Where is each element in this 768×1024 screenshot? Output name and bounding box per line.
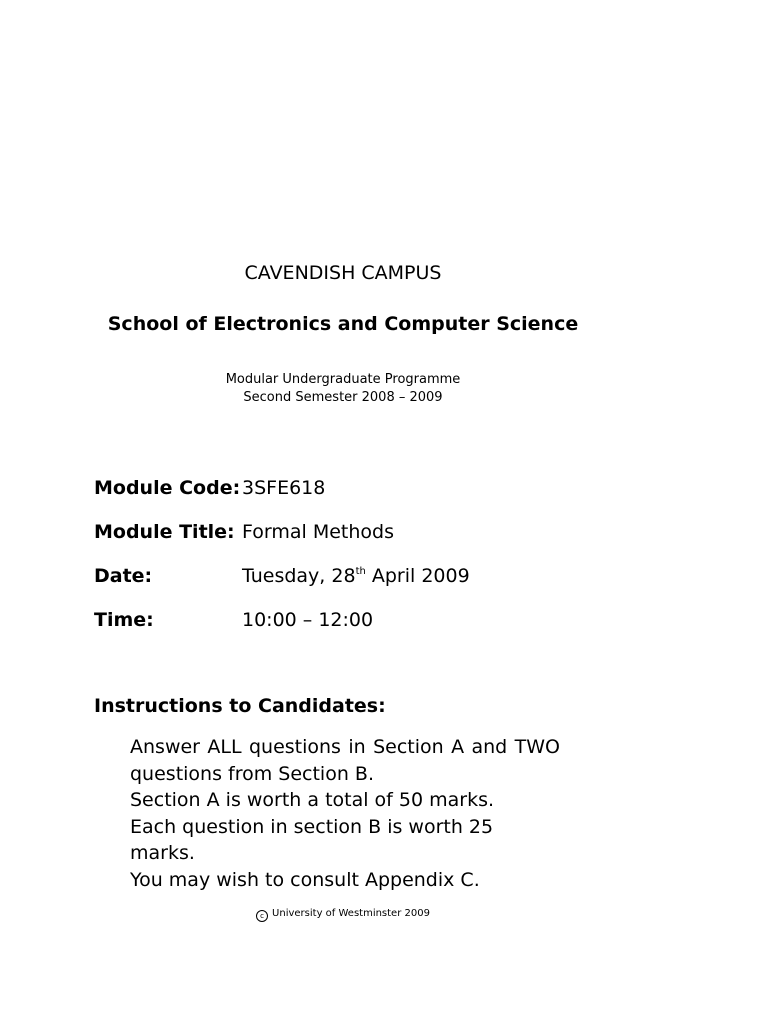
module-title-label: Module Title: <box>94 521 235 543</box>
module-title-value: Formal Methods <box>242 521 394 543</box>
instruction-line: questions from Section B. <box>130 762 374 785</box>
copyright-text: University of Westminster 2009 <box>272 908 430 919</box>
module-code-value: 3SFE618 <box>242 477 326 499</box>
instruction-line: You may wish to consult Appendix C. <box>130 868 480 891</box>
date-month-year: April 2009 <box>365 565 470 587</box>
copyright-icon: c <box>256 910 268 922</box>
instructions-heading: Instructions to Candidates: <box>94 695 386 717</box>
programme-block <box>0 371 686 407</box>
date-day: Tuesday, 28 <box>242 565 356 587</box>
programme-name: Modular Undergraduate Programme <box>225 372 461 387</box>
campus-heading: CAVENDISH CAMPUS <box>244 262 442 284</box>
instructions-list <box>130 734 560 893</box>
time-value: 10:00 – 12:00 <box>242 609 374 631</box>
school-heading: School of Electronics and Computer Science <box>107 313 579 335</box>
copyright-footer <box>0 908 686 922</box>
instruction-line: Section A is worth a total of 50 marks. <box>130 789 495 811</box>
semester-text: Second Semester 2008 – 2009 <box>243 390 443 405</box>
date-value <box>242 565 470 587</box>
time-label: Time: <box>94 609 154 631</box>
instruction-line: Answer ALL questions in Section A and TWO <box>130 736 560 758</box>
date-label: Date: <box>94 565 153 587</box>
module-code-label: Module Code: <box>94 477 241 499</box>
instruction-line: Each question in section B is worth 25 marks. <box>130 815 494 864</box>
date-ordinal: th <box>355 566 366 577</box>
